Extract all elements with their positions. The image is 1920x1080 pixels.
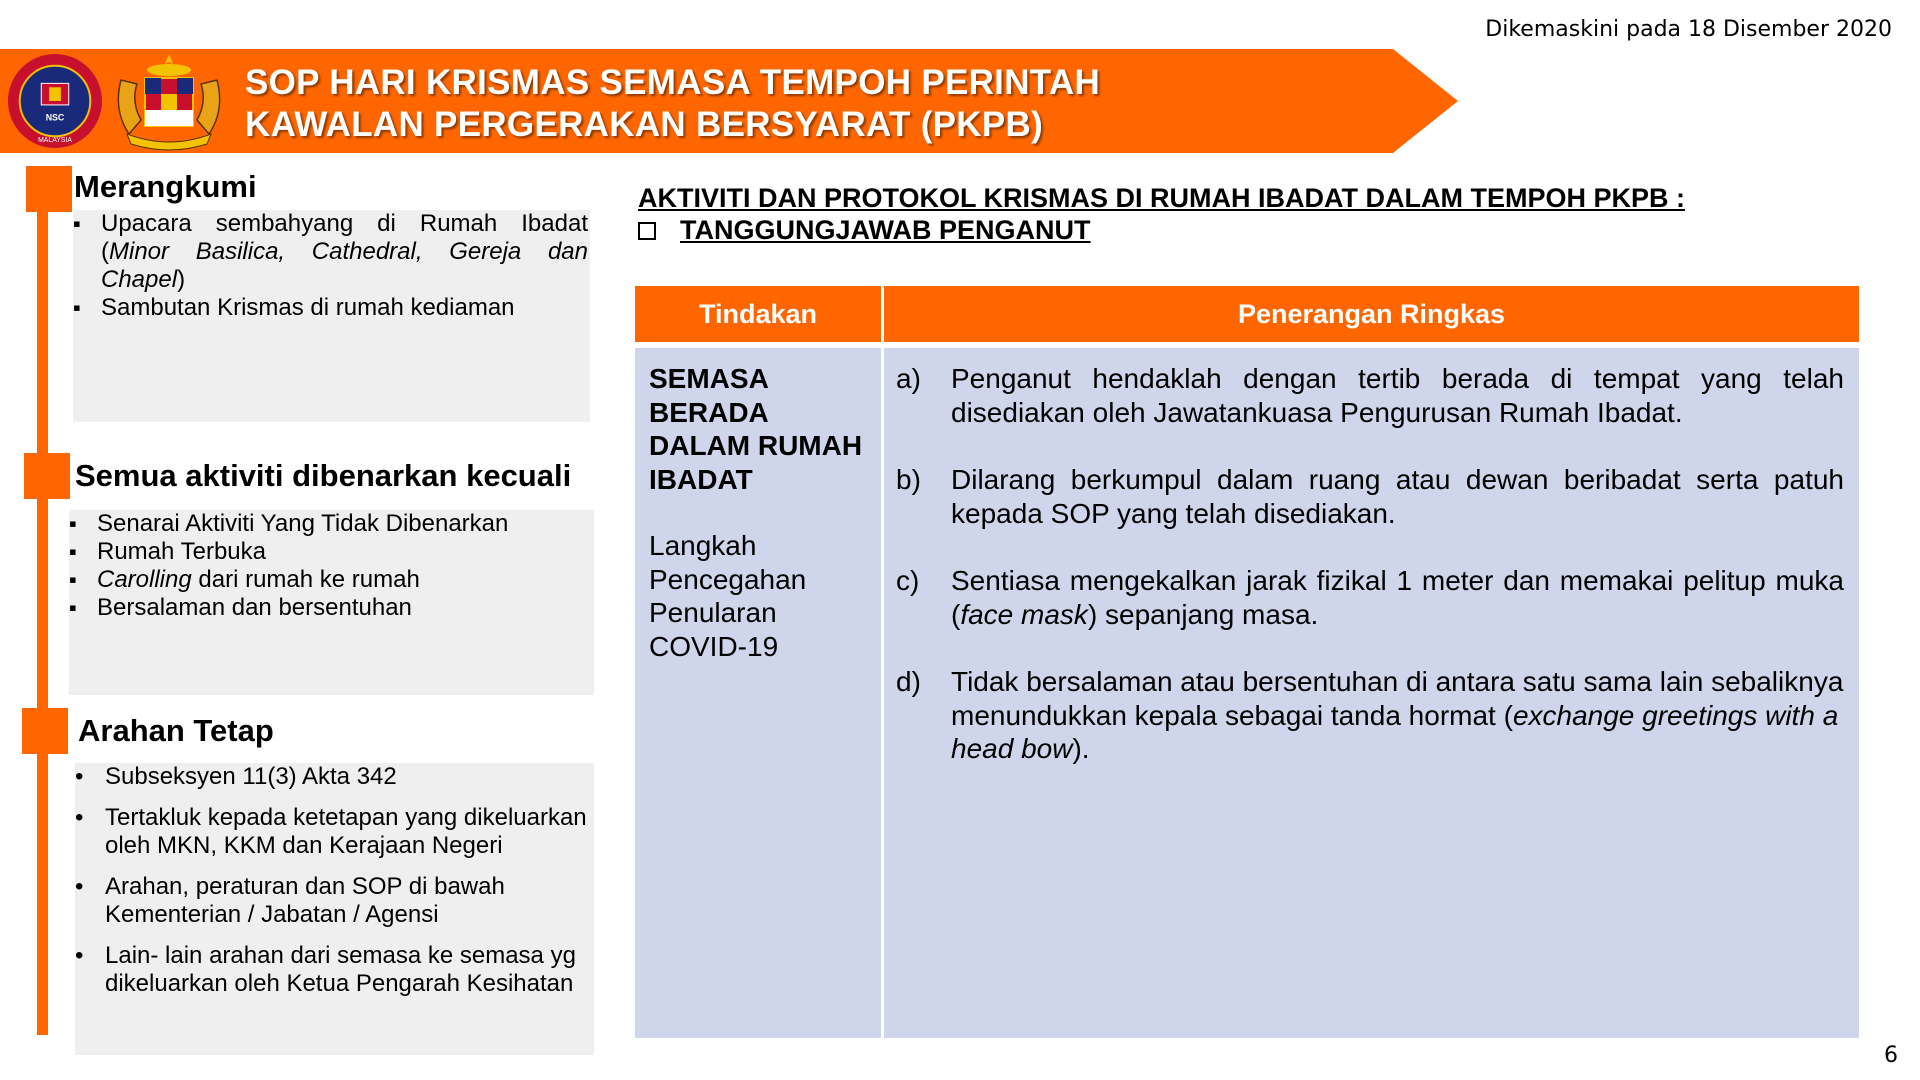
list-item: ▪ Senarai Aktiviti Yang Tidak Dibenarkan [69, 510, 594, 538]
list-item: ▪ Upacara sembahyang di Rumah Ibadat (Minor Basilica, Cathedral, Gereja dan Chapel) [73, 210, 590, 294]
section-marker [26, 166, 72, 212]
list-item: • Lain- lain arahan dari semasa ke semasa yg dikeluarkan oleh Ketua Pengarah Kesihatan [75, 942, 594, 998]
table-cell-tindakan [635, 348, 881, 1038]
arahan-title: Arahan Tetap [78, 713, 274, 748]
list-item: ▪ Rumah Terbuka [69, 538, 594, 566]
tindakan-subtitle: Langkah Pencegahan Penularan COVID-19 [649, 530, 807, 662]
malaysia-coat-of-arms-logo [107, 50, 231, 152]
section-marker [22, 708, 68, 754]
table-header-penerangan: Penerangan Ringkas [884, 286, 1859, 342]
svg-text:NSC: NSC [45, 112, 65, 123]
arahan-panel [75, 763, 594, 1055]
list-item: a) Penganut hendaklah dengan tertib berada di tempat yang telah disediakan oleh Jawatankuasa Pengurusan Rumah Ibadat. [896, 363, 1844, 428]
list-item: • Subseksyen 11(3) Akta 342 [75, 763, 594, 791]
section-heading: AKTIVITI DAN PROTOKOL KRISMAS DI RUMAH IBADAT DALAM TEMPOH PKPB : [638, 183, 1685, 213]
list-item: ▪ Sambutan Krismas di rumah kediaman [73, 294, 590, 322]
merangkumi-panel [73, 210, 590, 422]
list-item: ▪ Bersalaman dan bersentuhan [69, 594, 594, 622]
page-title: SOP HARI KRISMAS SEMASA TEMPOH PERINTAH KAWALAN PERGERAKAN BERSYARAT (PKPB) [245, 63, 1101, 144]
list-item: c) Sentiasa mengekalkan jarak fizikal 1 meter dan memakai pelitup muka (face mask) sepanjang masa. [896, 565, 1844, 630]
table-header-tindakan: Tindakan [635, 286, 881, 342]
timeline-line [37, 170, 48, 1035]
section-marker [24, 453, 70, 499]
list-item: ▪ Carolling dari rumah ke rumah [69, 566, 594, 594]
table-cell-penerangan [884, 348, 1859, 1038]
subsection-heading: TANGGUNGJAWAB PENGANUT [638, 215, 1091, 246]
list-item: • Arahan, peraturan dan SOP di bawah Kementerian / Jabatan / Agensi [75, 873, 594, 929]
merangkumi-title: Merangkumi [74, 169, 257, 204]
checkbox-bullet-icon [638, 222, 656, 240]
updated-date: Dikemaskini pada 18 Disember 2020 [1485, 17, 1892, 42]
list-item: b) Dilarang berkumpul dalam ruang atau dewan beribadat serta patuh kepada SOP yang telah disediakan. [896, 464, 1844, 529]
nsc-logo [6, 52, 104, 150]
kecuali-title: Semua aktiviti dibenarkan kecuali [75, 458, 572, 493]
page-number: 6 [1884, 1043, 1898, 1068]
tindakan-title: SEMASA BERADA DALAM RUMAH IBADAT [649, 363, 863, 495]
svg-text:MALAYSIA: MALAYSIA [38, 137, 72, 145]
list-item: d) Tidak bersalaman atau bersentuhan di antara satu sama lain sebaliknya menundukkan kepala sebagai tanda hormat (exchange greetings with a head bow). [896, 666, 1844, 764]
kecuali-panel [69, 510, 594, 695]
list-item: • Tertakluk kepada ketetapan yang dikeluarkan oleh MKN, KKM dan Kerajaan Negeri [75, 804, 594, 860]
